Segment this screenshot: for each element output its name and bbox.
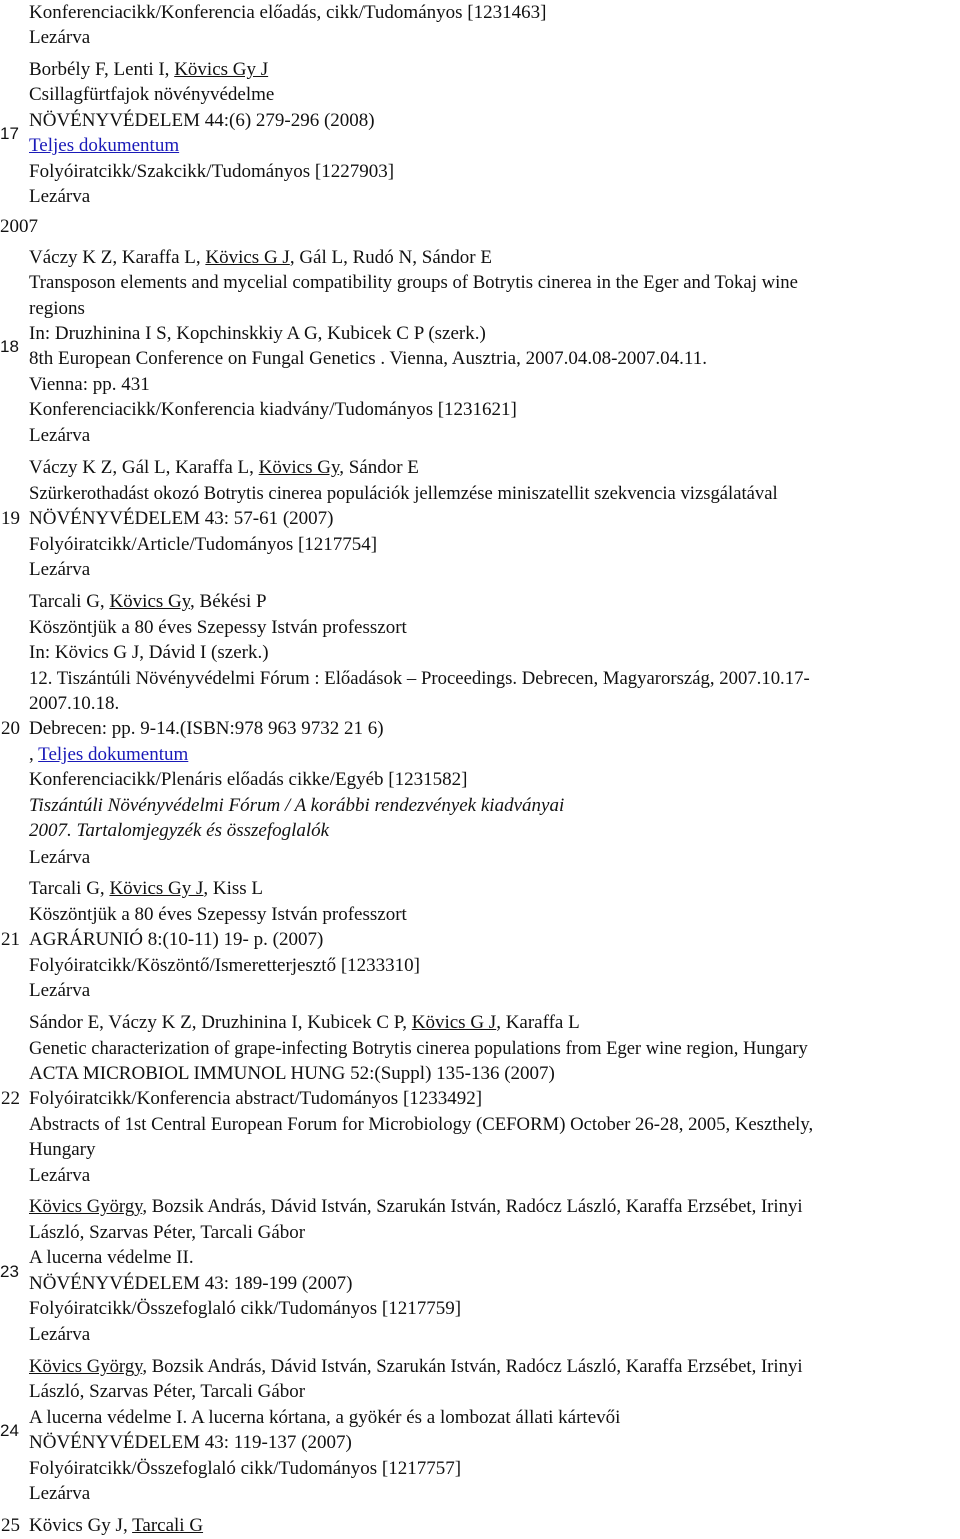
entry-23-authors bbox=[29, 1194, 814, 1220]
authors-line bbox=[29, 1354, 803, 1380]
entry-20-category: Konferenciacikk/Plenáris előadás cikke/Egyéb [1231582] bbox=[29, 769, 468, 790]
entry-20-book-line2: 2007.10.18. bbox=[29, 693, 120, 714]
author-link[interactable]: Kövics Gy bbox=[109, 591, 191, 612]
author-text: , Békési P bbox=[190, 591, 267, 612]
entry-24-title: A lucerna védelme I. A lucerna kórtana, a gyökér és a lombozat állati kártevői bbox=[29, 1407, 621, 1428]
entry-18-category: Konferenciacikk/Konferencia kiadvány/Tudományos [1231621] bbox=[29, 399, 517, 420]
entry-22-category: Folyóiratcikk/Konferencia abstract/Tudományos [1233492] bbox=[29, 1088, 483, 1109]
full-document-link[interactable]: Teljes dokumentum bbox=[38, 744, 189, 765]
book-text: 12. Tiszántúli Növényvédelmi Fórum : Előadások – Proceedings. Debrecen, Magyarország, 2007.10.17- bbox=[29, 668, 810, 689]
entry-20-link-row bbox=[29, 742, 188, 768]
author-link[interactable]: Kövics Gy bbox=[258, 457, 340, 478]
entry-24-number: 24 bbox=[0, 1421, 19, 1440]
author-text: , Bozsik András, Dávid István, Szarukán István, Radócz László, Karaffa Erzsébet, Irinyi bbox=[142, 1196, 803, 1217]
entry-20-number: 20 bbox=[1, 718, 20, 739]
entry-18-conference: 8th European Conference on Fungal Genetics . Vienna, Ausztria, 2007.04.08-2007.04.11. bbox=[29, 348, 707, 369]
entry-17-number: 17 bbox=[0, 124, 19, 143]
entry-18-status: Lezárva bbox=[29, 425, 91, 446]
entry-17-authors bbox=[29, 57, 268, 83]
entry-25-authors bbox=[29, 1513, 203, 1539]
entry-24-source: NÖVÉNYVÉDELEM 43: 119-137 (2007) bbox=[29, 1432, 352, 1453]
entry-19-status: Lezárva bbox=[29, 559, 91, 580]
author-link[interactable]: Tarcali G bbox=[132, 1515, 204, 1536]
note-text: Abstracts of 1st Central European Forum for Microbiology (CEFORM) October 26-28, 2005, Keszthely, bbox=[29, 1114, 814, 1135]
entry-16-status: Lezárva bbox=[29, 27, 91, 48]
title-text: Genetic characterization of grape-infecting Botrytis cinerea populations from Eger wine region, Hungary bbox=[29, 1038, 808, 1059]
authors-line bbox=[29, 1194, 803, 1220]
entry-21-number: 21 bbox=[1, 929, 20, 950]
author-text: Borbély F, Lenti I, bbox=[29, 59, 175, 80]
entry-18-editors: In: Druzhinina I S, Kopchinskkiy A G, Kubicek C P (szerk.) bbox=[29, 323, 486, 344]
author-text: , Bozsik András, Dávid István, Szarukán István, Radócz László, Karaffa Erzsébet, Irinyi bbox=[142, 1356, 803, 1377]
entry-23-category: Folyóiratcikk/Összefoglaló cikk/Tudományos [1217759] bbox=[29, 1298, 462, 1319]
entry-20-book-line1 bbox=[29, 666, 822, 692]
author-text: Kövics Gy J, bbox=[29, 1515, 133, 1536]
entry-21-status: Lezárva bbox=[29, 980, 91, 1001]
title-text: Transposon elements and mycelial compatibility groups of Botrytis cinerea in the Eger and Tokaj wine bbox=[29, 272, 798, 293]
entry-17-link-row bbox=[29, 133, 179, 159]
entry-22-source: ACTA MICROBIOL IMMUNOL HUNG 52:(Suppl) 135-136 (2007) bbox=[29, 1063, 555, 1084]
entry-23-source: NÖVÉNYVÉDELEM 43: 189-199 (2007) bbox=[29, 1273, 353, 1294]
entry-22-note-line2: Hungary bbox=[29, 1139, 96, 1160]
entry-22-title bbox=[29, 1036, 828, 1062]
entry-23-number: 23 bbox=[0, 1262, 19, 1281]
entry-19-number: 19 bbox=[1, 508, 20, 529]
entry-18-number: 18 bbox=[0, 337, 19, 356]
entry-20-note-line2: 2007. Tartalomjegyzék és összefoglalók bbox=[29, 820, 330, 841]
entry-20-title: Köszöntjük a 80 éves Szepessy István professzort bbox=[29, 617, 407, 638]
entry-19-source: NÖVÉNYVÉDELEM 43: 57-61 (2007) bbox=[29, 508, 334, 529]
entry-20-authors bbox=[29, 589, 267, 615]
author-text: Tarcali G, bbox=[29, 878, 110, 899]
entry-17-title: Csillagfürtfajok növényvédelme bbox=[29, 84, 275, 105]
entry-23-status: Lezárva bbox=[29, 1324, 91, 1345]
author-link[interactable]: Kövics Gy J bbox=[109, 878, 204, 899]
full-document-link[interactable]: Teljes dokumentum bbox=[29, 135, 180, 156]
entry-20-status: Lezárva bbox=[29, 847, 91, 868]
entry-19-category: Folyóiratcikk/Article/Tudományos [1217754] bbox=[29, 534, 378, 555]
entry-17-source: NÖVÉNYVÉDELEM 44:(6) 279-296 (2008) bbox=[29, 110, 375, 131]
entry-18-title-line1 bbox=[29, 270, 810, 296]
entry-18-pages: Vienna: pp. 431 bbox=[29, 374, 150, 395]
entry-20-note-line1: Tiszántúli Növényvédelmi Fórum / A korábbi rendezvények kiadványai bbox=[29, 795, 565, 816]
entry-22-status: Lezárva bbox=[29, 1165, 91, 1186]
entry-22-note-line1 bbox=[29, 1112, 825, 1138]
entry-24-category: Folyóiratcikk/Összefoglaló cikk/Tudományos [1217757] bbox=[29, 1458, 462, 1479]
entry-19-title bbox=[29, 481, 793, 507]
entry-23-title: A lucerna védelme II. bbox=[29, 1247, 194, 1268]
entry-16-category: Konferenciacikk/Konferencia előadás, cikk/Tudományos [1231463] bbox=[29, 2, 547, 23]
entry-21-title: Köszöntjük a 80 éves Szepessy István professzort bbox=[29, 904, 407, 925]
author-link[interactable]: Kövics György bbox=[29, 1356, 143, 1377]
entry-17-status: Lezárva bbox=[29, 186, 91, 207]
entry-18-title-line2: regions bbox=[29, 298, 85, 319]
author-text: Sándor E, Váczy K Z, Druzhinina I, Kubicek C P, bbox=[29, 1012, 412, 1033]
title-text: Szürkerothadást okozó Botrytis cinerea populációk jellemzése miniszatellit szekvencia vizsgálatával bbox=[29, 483, 778, 504]
entry-17-category: Folyóiratcikk/Szakcikk/Tudományos [1227903] bbox=[29, 161, 395, 182]
entry-23-authors-line2: László, Szarvas Péter, Tarcali Gábor bbox=[29, 1222, 306, 1243]
author-link[interactable]: Kövics Gy J bbox=[174, 59, 269, 80]
entry-19-authors bbox=[29, 455, 419, 481]
author-text: , Karaffa L bbox=[496, 1012, 580, 1033]
link-prefix: , bbox=[29, 744, 39, 765]
entry-24-status: Lezárva bbox=[29, 1483, 91, 1504]
entry-22-number: 22 bbox=[1, 1088, 20, 1109]
author-text: Váczy K Z, Gál L, Karaffa L, bbox=[29, 457, 259, 478]
entry-20-editors: In: Kövics G J, Dávid I (szerk.) bbox=[29, 642, 269, 663]
author-text: Váczy K Z, Karaffa L, bbox=[29, 247, 206, 268]
author-link[interactable]: Kövics G J bbox=[205, 247, 290, 268]
year-heading: 2007 bbox=[0, 216, 38, 237]
entry-24-authors bbox=[29, 1354, 814, 1380]
entry-20-pages: Debrecen: pp. 9-14.(ISBN:978 963 9732 21 6) bbox=[29, 718, 384, 739]
entry-21-authors bbox=[29, 876, 263, 902]
author-text: Tarcali G, bbox=[29, 591, 110, 612]
entry-22-authors bbox=[29, 1010, 580, 1036]
entry-21-category: Folyóiratcikk/Köszöntő/Ismeretterjesztő [1233310] bbox=[29, 955, 420, 976]
entry-25-number: 25 bbox=[1, 1515, 20, 1536]
author-link[interactable]: Kövics G J bbox=[411, 1012, 497, 1033]
author-text: , Kiss L bbox=[203, 878, 264, 899]
author-text: , Gál L, Rudó N, Sándor E bbox=[289, 247, 492, 268]
entry-24-authors-line2: László, Szarvas Péter, Tarcali Gábor bbox=[29, 1381, 306, 1402]
entry-21-source: AGRÁRUNIÓ 8:(10-11) 19- p. (2007) bbox=[29, 929, 324, 950]
author-text: , Sándor E bbox=[339, 457, 419, 478]
entry-18-authors bbox=[29, 245, 492, 271]
author-link[interactable]: Kövics György bbox=[29, 1196, 143, 1217]
